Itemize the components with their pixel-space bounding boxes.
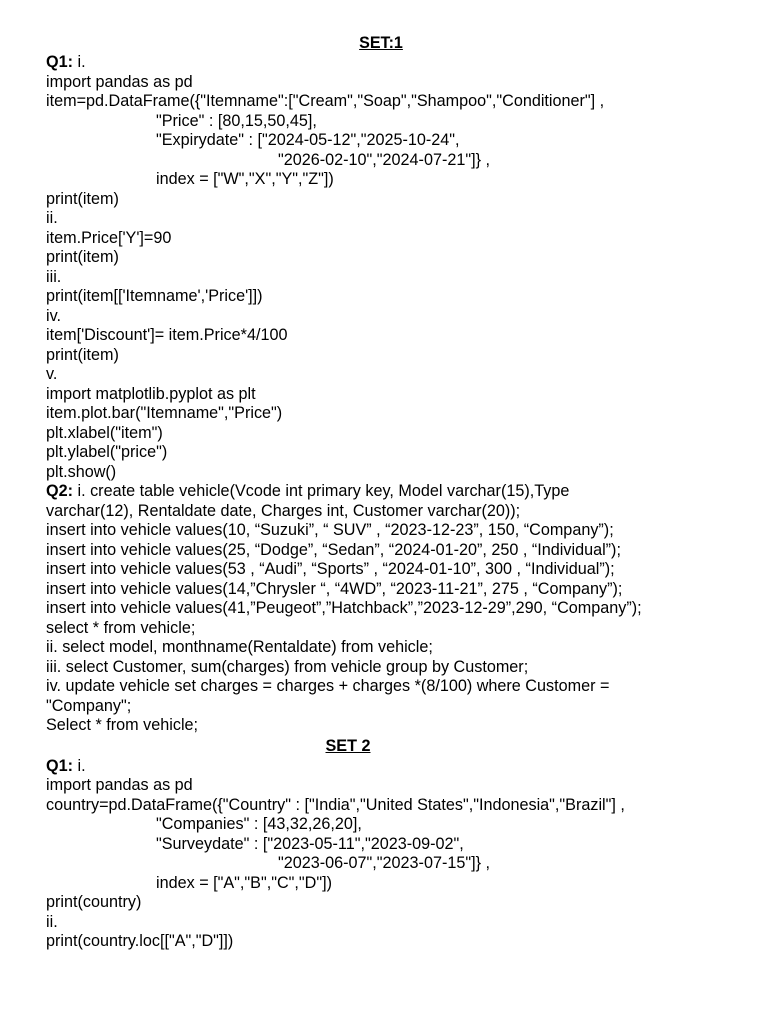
code-line: country=pd.DataFrame({"Country" : ["India","United States","Indonesia","Brazil"] ,	[46, 796, 625, 814]
sql-line: "Company";	[46, 697, 132, 715]
sql-line: insert into vehicle values(25, “Dodge”, “Sedan”, “2024-01-20”, 250 , “Individual”);	[46, 541, 621, 559]
set1-q2-label: Q2:	[46, 482, 73, 500]
code-line: import matplotlib.pyplot as plt	[46, 385, 256, 403]
code-line: iii.	[46, 268, 62, 286]
code-line: item.Price['Y']=90	[46, 229, 172, 247]
code-line: plt.ylabel("price")	[46, 443, 168, 461]
sql-line: varchar(12), Rentaldate date, Charges int, Customer varchar(20));	[46, 502, 521, 520]
sql-line: insert into vehicle values(14,”Chrysler “, “4WD”, “2023-11-21”, 275 , “Company”);	[46, 580, 623, 598]
sql-line: insert into vehicle values(10, “Suzuki”, “ SUV” , “2023-12-23”, 150, “Company”);	[46, 521, 614, 539]
code-line: print(country.loc[["A","D"]])	[46, 932, 234, 950]
code-line: print(item)	[46, 248, 119, 266]
code-line: "Expirydate" : ["2024-05-12","2025-10-24",	[156, 131, 460, 149]
set2-q1-header	[46, 757, 86, 777]
sql-line: select * from vehicle;	[46, 619, 196, 637]
set1-q2-header	[46, 482, 569, 502]
sql-line: ii. select model, monthname(Rentaldate) from vehicle;	[46, 638, 433, 656]
code-line: import pandas as pd	[46, 73, 193, 91]
set2-q1-label: Q1:	[46, 757, 73, 775]
set1-q1-header	[46, 53, 86, 73]
code-line: ii.	[46, 209, 58, 227]
code-line: item.plot.bar("Itemname","Price")	[46, 404, 283, 422]
set1-q2-first: i. create table vehicle(Vcode int primary key, Model varchar(15),Type	[73, 482, 570, 500]
code-line: "2023-06-07","2023-07-15"]} ,	[278, 854, 490, 872]
code-line: "Companies" : [43,32,26,20],	[156, 815, 362, 833]
set2-heading: SET 2	[325, 737, 371, 755]
code-line: index = ["W","X","Y","Z"])	[156, 170, 334, 188]
code-line: iv.	[46, 307, 61, 325]
sql-line: insert into vehicle values(41,”Peugeot”,”Hatchback”,”2023-12-29”,290, “Company”);	[46, 599, 642, 617]
sql-line: Select * from vehicle;	[46, 716, 199, 734]
sql-line: insert into vehicle values(53 , “Audi”, “Sports” , “2024-01-10”, 300 , “Individual”);	[46, 560, 615, 578]
sql-line: iv. update vehicle set charges = charges + charges *(8/100) where Customer =	[46, 677, 610, 695]
set1-q1-part: i.	[73, 53, 86, 71]
code-line: print(item)	[46, 346, 119, 364]
code-line: v.	[46, 365, 58, 383]
code-line: plt.xlabel("item")	[46, 424, 163, 442]
code-line: item=pd.DataFrame({"Itemname":["Cream","Soap","Shampoo","Conditioner"] ,	[46, 92, 605, 110]
code-line: print(item[['Itemname','Price']])	[46, 287, 263, 305]
code-line: print(country)	[46, 893, 142, 911]
code-line: item['Discount']= item.Price*4/100	[46, 326, 288, 344]
sql-line: iii. select Customer, sum(charges) from vehicle group by Customer;	[46, 658, 529, 676]
code-line: import pandas as pd	[46, 776, 193, 794]
code-line: index = ["A","B","C","D"])	[156, 874, 332, 892]
code-line: print(item)	[46, 190, 119, 208]
code-line: "2026-02-10","2024-07-21"]} ,	[278, 151, 490, 169]
code-line: ii.	[46, 913, 58, 931]
code-line: "Surveydate" : ["2023-05-11","2023-09-02",	[156, 835, 464, 853]
code-line: plt.show()	[46, 463, 117, 481]
set2-q1-part: i.	[73, 757, 86, 775]
set1-heading: SET:1	[359, 34, 403, 52]
code-line: "Price" : [80,15,50,45],	[156, 112, 317, 130]
set1-q1-label: Q1:	[46, 53, 73, 71]
